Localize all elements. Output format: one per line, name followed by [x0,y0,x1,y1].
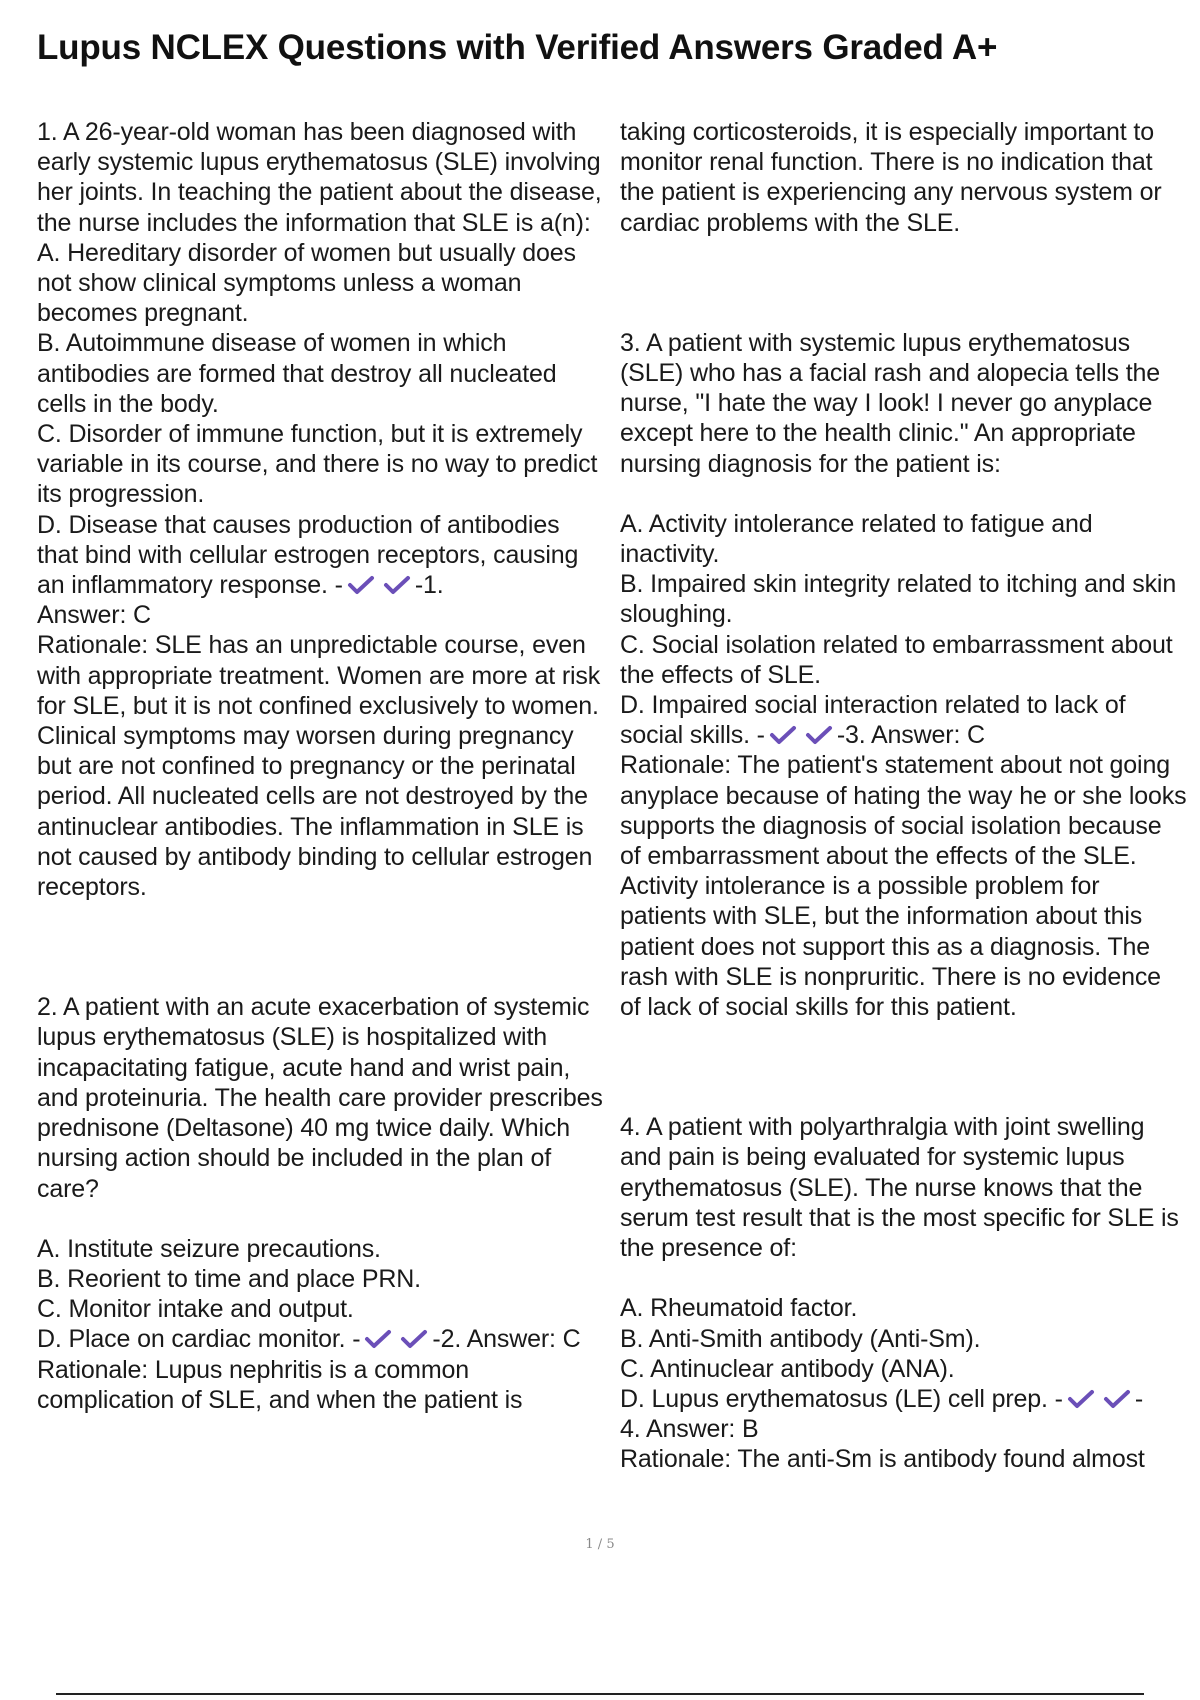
checkmark-icon [383,575,411,595]
q4-option-c: C. Antinuclear antibody (ANA). [620,1354,955,1383]
q1-option-a: A. Hereditary disorder of women but usually does not show clinical symptoms unless a woman becomes pregnant. [37,238,576,328]
checkmark-icon [769,725,797,745]
q4-option-d-text: D. Lupus erythematosus (LE) cell prep. - [620,1384,1063,1413]
right-column [620,117,1188,1475]
page-number: 1 / 5 [585,1537,615,1552]
q4-option-b: B. Anti-Smith antibody (Anti-Sm). [620,1324,981,1353]
question-1 [37,117,607,902]
q4-option-a: A. Rheumatoid factor. [620,1294,858,1323]
q2-option-c: C. Monitor intake and output. [37,1295,354,1324]
q1-option-c: C. Disorder of immune function, but it is extremely variable in its course, and there is no way to predict its progression. [37,420,598,509]
q4-rationale: Rationale: The anti-Sm is antibody found almost [620,1445,1145,1474]
bottom-rule [56,1693,1144,1695]
checkmark-icon [400,1329,428,1349]
q3-option-d-text: D. Impaired social interaction related to lack of social skills. - [620,691,1126,750]
checkmark-icon [1067,1389,1095,1409]
q2-rationale-continued: taking corticosteroids, it is especially important to monitor renal function. There is no indication that the patient is experiencing any nervous system or cardiac problems with the SLE. [620,118,1162,237]
q2-option-b: B. Reorient to time and place PRN. [37,1264,421,1293]
q3-option-d [620,690,1188,750]
checkmark-icon [1103,1389,1131,1409]
q1-answer-tail: -1. [414,571,444,600]
q2-answer-tail: -2. Answer: C [432,1325,581,1354]
q3-option-c: C. Social isolation related to embarrassment about the effects of SLE. [620,630,1173,689]
q1-rationale: Rationale: SLE has an unpredictable course, even with appropriate treatment. Women are more at risk for SLE, but it is not confined exclusively to women. Clinical symptoms may worsen during pregnancy but are not confined to pregnancy or the perinatal period. All nucleated cells are not destroyed by the antinuclear antibodies. The inflammation in SLE is not caused by antibody binding to cellular estrogen receptors. [37,631,601,902]
q3-answer-tail: -3. Answer: C [836,721,985,750]
q4-option-d [620,1384,1188,1414]
checkmark-icon [805,725,833,745]
checkmark-icon [347,575,375,595]
q3-option-a: A. Activity intolerance related to fatigue and inactivity. [620,509,1093,569]
q4-question: 4. A patient with polyarthralgia with joint swelling and pain is being evaluated for systemic lupus erythematosus (SLE). The nurse knows that the serum test result that is the most specific for SLE is the presence of: [620,1113,1179,1263]
q1-option-b: B. Autoimmune disease of women in which antibodies are formed that destroy all nucleated cells in the body. [37,329,557,418]
q2-option-d [37,1324,607,1354]
q3-option-b: B. Impaired skin integrity related to itching and skin sloughing. [620,570,1177,629]
q2-rationale: Rationale: Lupus nephritis is a common complication of SLE, and when the patient is [37,1355,523,1414]
q4-answer: 4. Answer: B [620,1415,759,1444]
q2-option-d-text: D. Place on cardiac monitor. - [37,1325,361,1354]
left-column [37,117,607,1415]
q1-option-d-text: D. Disease that causes production of antibodies that bind with cellular estrogen receptors, causing an inflammatory response. - [37,510,579,600]
q2-question: 2. A patient with an acute exacerbation of systemic lupus erythematosus (SLE) is hospitalized with incapacitating fatigue, acute hand and wrist pain, and proteinuria. The health care provider prescribes prednisone (Deltasone) 40 mg twice daily. Which nursing action should be included in the plan of care? [37,993,603,1203]
q3-question: 3. A patient with systemic lupus erythematosus (SLE) who has a facial rash and alopecia tells the nurse, "I hate the way I look! I never go anyplace except here to the health clinic." An appropriate nursing diagnosis for the patient is: [620,328,1161,478]
q3-rationale: Rationale: The patient's statement about not going anyplace because of hating the way he or she looks supports the diagnosis of social isolation because of embarrassment about the effects of the SLE. Activity intolerance is a possible problem for patients with SLE, but the information about this patient does not support this as a diagnosis. The rash with SLE is nonpruritic. There is no evidence of lack of social skills for this patient. [620,751,1187,1022]
q1-answer: Answer: C [37,601,151,630]
checkmark-icon [364,1329,392,1349]
q1-question: 1. A 26-year-old woman has been diagnosed with early systemic lupus erythematosus (SLE) involving her joints. In teaching the patient about the disease, the nurse includes the information that SLE is a(n): [37,118,602,237]
question-4 [620,1112,1188,1474]
q1-option-d [37,510,607,601]
question-3 [620,328,1188,1022]
q4-answer-tail: - [1134,1384,1143,1413]
q2-option-a: A. Institute seizure precautions. [37,1234,381,1263]
question-2 [37,992,607,1415]
document-title: Lupus NCLEX Questions with Verified Answers Graded A+ [37,28,998,67]
